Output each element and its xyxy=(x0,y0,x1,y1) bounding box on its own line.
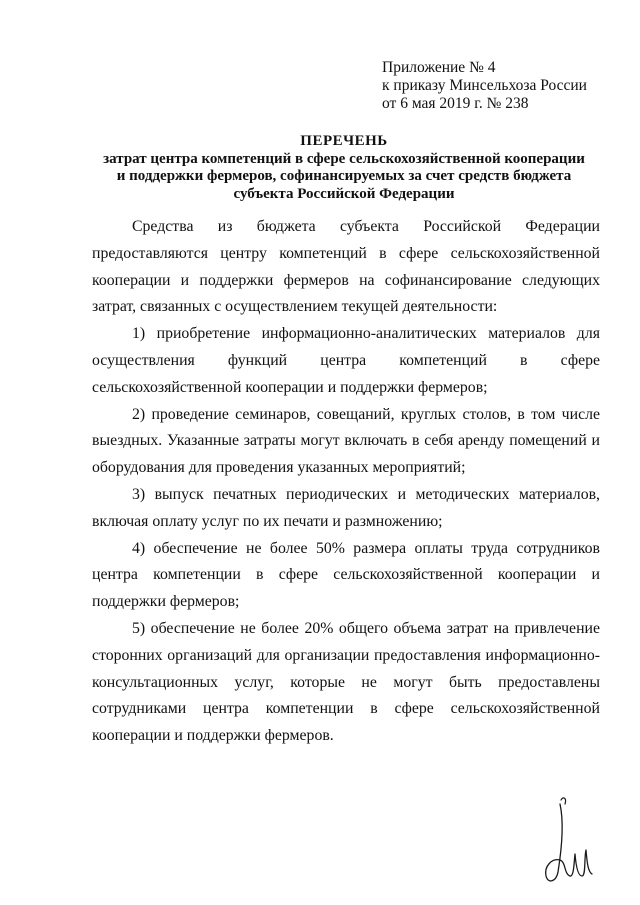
title-line-2: и поддержки фермеров, софинансируемых за счет средств бюджета xyxy=(116,168,572,184)
list-item-4: 4) обеспечение не более 50% размера оплаты труда сотрудников центра компетенции в сфере сельскохозяйственной кооперации и поддержки фермеров; xyxy=(92,539,600,611)
appendix-number: Приложение № 4 xyxy=(382,59,496,76)
intro-paragraph: Средства из бюджета субъекта Российской Федерации предоставляются центру компетенций в сфере сельскохозяйственной кооперации и поддержки фермеров на софинансирование следующих затрат, связанных с осуществлением текущей деятельности: xyxy=(92,218,600,316)
list-item-1: 1) приобретение информационно-аналитических материалов для осуществления функций центра компетенций в сфере сельскохозяйственной кооперации и поддержки фермеров; xyxy=(92,325,600,396)
appendix-order-ref: к приказу Минсельхоза России xyxy=(382,77,587,94)
list-item-2: 2) проведение семинаров, совещаний, круглых столов, в том числе выездных. Указанные затраты могут включать в себя аренду помещений и оборудования для проведения указанных мероприятий; xyxy=(92,405,600,477)
handwritten-signature xyxy=(530,792,610,892)
title-heading: ПЕРЕЧЕНЬ xyxy=(300,133,388,149)
list-item-3: 3) выпуск печатных периодических и методических материалов, включая оплату услуг по их печати и размножению; xyxy=(92,485,600,530)
appendix-header xyxy=(382,59,622,113)
document-body xyxy=(92,214,600,750)
title-line-3: субъекта Российской Федерации xyxy=(233,185,455,202)
title-line-1: затрат центра компетенций в сфере сельскохозяйственной кооперации xyxy=(103,150,585,167)
appendix-order-date: от 6 мая 2019 г. № 238 xyxy=(382,95,529,112)
list-item-5: 5) обеспечение не более 20% общего объема затрат на привлечение сторонних организаций для организации предоставления информационно-консультационных услуг, которые не могут быть предоставлены сотрудниками центра компетенции в сфере сельскохозяйственной кооперации и поддержки фермеров. xyxy=(92,619,600,745)
document-title xyxy=(80,133,608,203)
